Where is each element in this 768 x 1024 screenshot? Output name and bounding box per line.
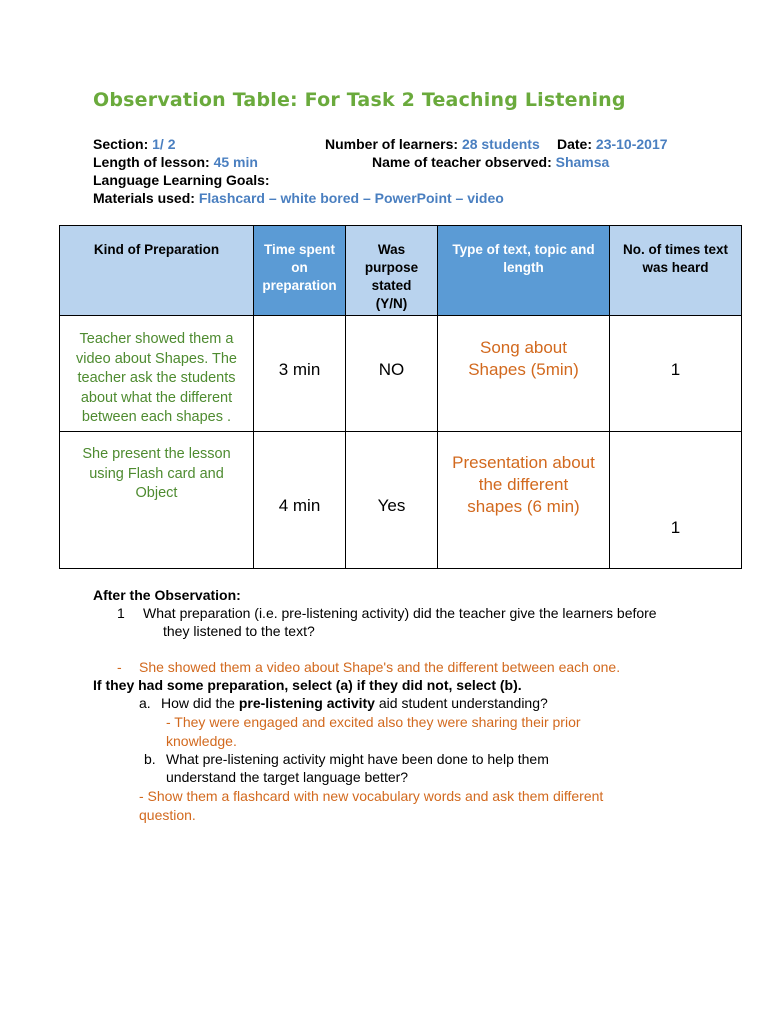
answer-a-line-2: knowledge. — [166, 733, 237, 749]
table-row — [60, 432, 742, 569]
date-field — [557, 136, 668, 152]
materials-value: Flashcard – white bored – PowerPoint – video — [198, 190, 504, 206]
cell-heard: 1 — [610, 432, 742, 569]
page-title: Observation Table: For Task 2 Teaching Listening — [93, 89, 626, 111]
answer-1: She showed them a video about Shape's and the different between each one. — [139, 659, 621, 675]
question-a-bold: pre-listening activity — [238, 695, 375, 711]
learners-value: 28 students — [461, 136, 540, 152]
cell-time: 4 min — [254, 432, 346, 569]
length-value: 45 min — [213, 154, 258, 170]
date-label: Date: — [557, 136, 593, 152]
teacher-field — [372, 154, 609, 170]
length-field — [93, 154, 258, 170]
section-field — [93, 136, 175, 152]
length-label: Length of lesson: — [93, 154, 210, 170]
question-b-letter: b. — [144, 751, 156, 767]
materials-field — [93, 190, 504, 206]
cell-kind: She present the lesson using Flash card and Object — [60, 432, 254, 569]
header-purpose-stated: Was purpose stated (Y/N) — [346, 226, 438, 316]
question-1-number: 1 — [117, 605, 125, 621]
header-type-of-text: Type of text, topic and length — [438, 226, 610, 316]
instruction: If they had some preparation, select (a) if they did not, select (b). — [93, 677, 522, 693]
teacher-value: Shamsa — [555, 154, 610, 170]
question-1-line-2: they listened to the text? — [163, 623, 315, 639]
cell-purpose: NO — [346, 316, 438, 432]
section-label: Section: — [93, 136, 149, 152]
section-value: 1/ 2 — [152, 136, 176, 152]
question-a-pre: How did the — [161, 695, 239, 711]
learners-field — [325, 136, 540, 152]
question-b-line-2: understand the target language better? — [166, 769, 409, 785]
table-header-row — [60, 226, 742, 316]
header-time-spent: Time spent on preparation — [254, 226, 346, 316]
learners-label: Number of learners: — [325, 136, 459, 152]
observation-table — [59, 225, 742, 569]
question-b-line-1: What pre-listening activity might have been done to help them — [166, 751, 549, 767]
cell-type: Presentation about the different shapes (6 min) — [438, 432, 610, 569]
cell-time: 3 min — [254, 316, 346, 432]
question-a-letter: a. — [139, 695, 151, 711]
goals-field — [93, 172, 270, 188]
answer-1-dash: - — [117, 659, 122, 675]
cell-type: Song about Shapes (5min) — [438, 316, 610, 432]
teacher-label: Name of teacher observed: — [372, 154, 552, 170]
header-times-heard: No. of times text was heard — [610, 226, 742, 316]
answer-b-line-2: question. — [139, 807, 196, 823]
cell-kind: Teacher showed them a video about Shapes. The teacher ask the students about what the different between each shapes . — [60, 316, 254, 432]
question-1-line-1: What preparation (i.e. pre-listening activity) did the teacher give the learners before — [143, 605, 657, 621]
question-a — [161, 694, 548, 712]
table-row — [60, 316, 742, 432]
after-heading: After the Observation: — [93, 587, 241, 603]
header-kind-of-preparation: Kind of Preparation — [60, 226, 254, 316]
question-a-post: aid student understanding? — [374, 695, 548, 711]
goals-label: Language Learning Goals: — [93, 172, 270, 188]
materials-label: Materials used: — [93, 190, 195, 206]
answer-a-line-1: - They were engaged and excited also they were sharing their prior — [166, 714, 581, 730]
answer-b-line-1: - Show them a flashcard with new vocabulary words and ask them different — [139, 788, 604, 804]
cell-purpose: Yes — [346, 432, 438, 569]
date-value: 23-10-2017 — [595, 136, 668, 152]
cell-heard: 1 — [610, 316, 742, 432]
